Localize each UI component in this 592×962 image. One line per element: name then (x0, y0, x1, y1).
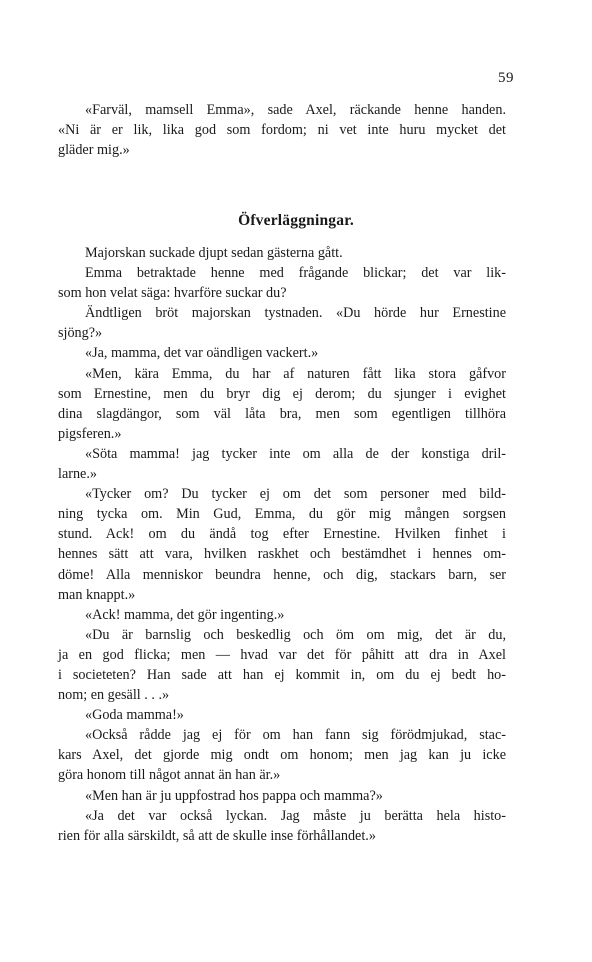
text-line: dina slagdängor, som väl låta bra, men som egentligen tillhöra (58, 405, 506, 422)
text-line: «Men han är ju uppfostrad hos pappa och mamma?» (85, 787, 383, 804)
text-line: Emma betraktade henne med frågande blickar; det var lik- (85, 265, 506, 282)
text-line: kars Axel, det gjorde mig ondt om honom; men jag kan ju icke (58, 747, 506, 764)
text-line: «Också rådde jag ej för om han fann sig förödmjukad, stac- (85, 727, 506, 744)
text-line: man knappt.» (58, 586, 136, 603)
text-line: som hon velat säga: hvarföre suckar du? (58, 285, 287, 302)
page-number: 59 (498, 70, 514, 86)
text-line: «Ja, mamma, det var oändligen vackert.» (85, 345, 319, 362)
text-line: «Du är barnslig och beskedlig och öm om mig, det är du, (85, 626, 506, 643)
text-line: «Farväl, mamsell Emma», sade Axel, räckande henne handen. (85, 102, 506, 118)
text-line: larne.» (58, 466, 97, 483)
text-line: «Goda mamma!» (85, 707, 184, 724)
text-line: göra honom till något annat än han är.» (58, 767, 281, 784)
text-line: sjöng?» (58, 325, 103, 342)
text-line: döme! Alla menniskor beundra henne, och dig, stackars barn, ser (58, 566, 506, 583)
text-line: Majorskan suckade djupt sedan gästerna gått. (85, 245, 343, 261)
opening-paragraphs (58, 100, 506, 160)
text-line: «Ja det var också lyckan. Jag måste ju berätta hela histo- (85, 807, 506, 824)
text-line: ning tycka om. Min Gud, Emma, du gör mig mången sorgsen (58, 506, 506, 523)
text-line: Ändtligen bröt majorskan tystnaden. «Du hörde hur Ernestine (85, 305, 506, 322)
body-text (58, 243, 506, 846)
text-line: «Söta mamma! jag tycker inte om alla de der konstiga dril- (85, 445, 506, 462)
text-line: gläder mig.» (58, 142, 130, 159)
section-heading: Öfverläggningar. (238, 212, 354, 229)
text-line: pigsferen.» (58, 425, 122, 442)
text-line: «Men, kära Emma, du har af naturen fått lika stora gåfvor (85, 365, 506, 382)
text-line: i societeten? Han sade att han ej kommit in, om du ej bedt ho- (58, 666, 506, 683)
text-line: stund. Ack! om du ändå tog efter Ernestine. Hvilken finhet i (58, 526, 506, 543)
text-line: nom; en gesäll . . .» (58, 687, 170, 704)
text-line: ja en god flicka; men — hvad var det för påhitt att dra in Axel (58, 646, 506, 663)
text-line: «Ack! mamma, det gör ingenting.» (85, 606, 285, 623)
text-line: hennes sätt att vara, hvilken raskhet och bestämdhet i hennes om- (58, 546, 506, 563)
text-line: rien för alla särskildt, så att de skulle inse förhållandet.» (58, 827, 376, 844)
text-line: «Ni är er lik, lika god som fordom; ni vet inte huru mycket det (58, 122, 506, 139)
text-line: «Tycker om? Du tycker ej om det som personer med bild- (85, 486, 506, 503)
text-line: som Ernestine, men du bryr dig ej derom; du sjunger i evighet (58, 385, 506, 402)
